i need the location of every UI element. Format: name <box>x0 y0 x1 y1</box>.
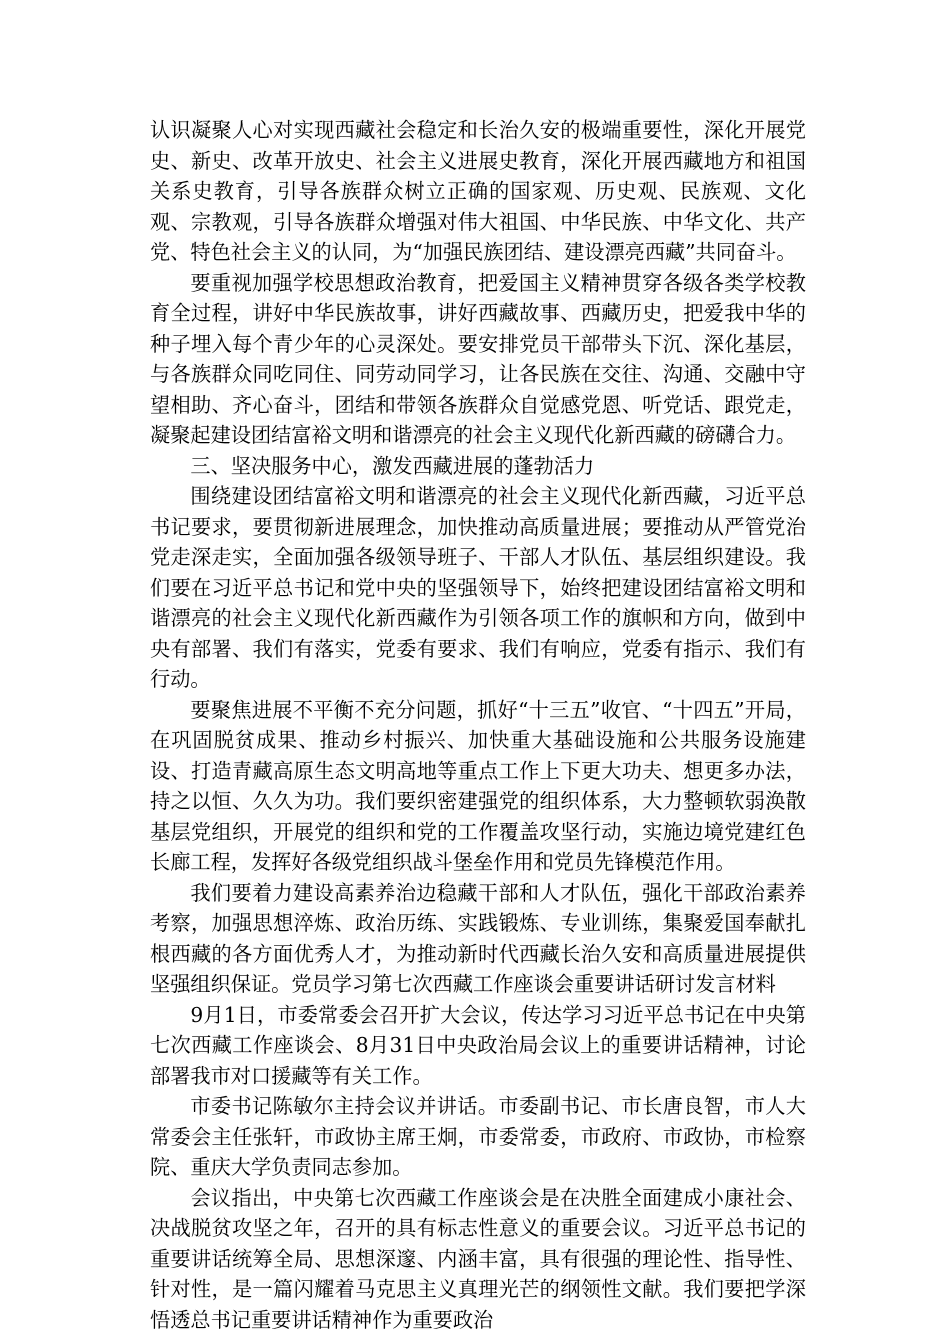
paragraph-new-tibet: 围绕建设团结富裕文明和谐漂亮的社会主义现代化新西藏，习近平总书记要求，要贯彻新进展理念，加快推动高质量进展；要推动从严管党治党走深走实，全面加强各级领导班子、干部人才队伍、基层组织建设。我们要在习近平总书记和党中央的坚强领导下，始终把建设团结富裕文明和谐漂亮的社会主义现代化新西藏作为引领各项工作的旗帜和方向，做到中央有部署、我们有落实，党委有要求、我们有响应，党委有指示、我们有行动。 <box>150 484 806 691</box>
document-body <box>150 115 806 1335</box>
paragraph-attendees: 市委书记陈敏尔主持会议并讲话。市委副书记、市长唐良智，市人大常委会主任张轩，市政协主席王炯，市委常委，市政府、市政协，市检察院、重庆大学负责同志参加。 <box>150 1094 806 1179</box>
paragraph-meeting-conclusion: 会议指出，中央第七次西藏工作座谈会是在决胜全面建成小康社会、决战脱贫攻坚之年，召开的具有标志性意义的重要会议。习近平总书记的重要讲话统筹全局、思想深邃、内涵丰富，具有很强的理论性、指导性、针对性，是一篇闪耀着马克思主义真理光芒的纲领性文献。我们要把学深悟透总书记重要讲话精神作为重要政治 <box>150 1185 806 1332</box>
paragraph-cadre-team: 我们要着力建设高素养治边稳藏干部和人才队伍，强化干部政治素养考察，加强思想淬炼、政治历练、实践锻炼、专业训练，集聚爱国奉献扎根西藏的各方面优秀人才，为推动新时代西藏长治久安和高质量进展提供坚强组织保证。党员学习第七次西藏工作座谈会重要讲话研讨发言材料 <box>150 880 806 996</box>
paragraph-development-focus: 要聚焦进展不平衡不充分问题，抓好“十三五”收官、“十四五”开局，在巩固脱贫成果、推动乡村振兴、加快重大基础设施和公共服务设施建设、打造青藏高原生态文明高地等重点工作上下更大功夫、想更多办法，持之以恒、久久为功。我们要织密建强党的组织体系，大力整顿软弱涣散基层党组织，开展党的组织和党的工作覆盖攻坚行动，实施边境党建红色长廊工程，发挥好各级党组织战斗堡垒作用和党员先锋模范作用。 <box>150 697 806 874</box>
section-heading-three: 三、坚决服务中心，激发西藏进展的蓬勃活力 <box>190 453 595 478</box>
paragraph-school-education: 要重视加强学校思想政治教育，把爱国主义精神贯穿各级各类学校教育全过程，讲好中华民族故事，讲好西藏故事、西藏历史，把爱我中华的种子埋入每个青少年的心灵深处。要安排党员干部带头下沉、深化基层，与各族群众同吃同住、同劳动同学习，让各民族在交往、沟通、交融中守望相助、齐心奋斗，团结和带领各族群众自觉感党恩、听党话、跟党走，凝聚起建设团结富裕文明和谐漂亮的社会主义现代化新西藏的磅礴合力。 <box>150 270 806 447</box>
paragraph-continuation: 认识凝聚人心对实现西藏社会稳定和长治久安的极端重要性，深化开展党史、新史、改革开放史、社会主义进展史教育，深化开展西藏地方和祖国关系史教育，引导各族群众树立正确的国家观、历史观、民族观、文化观、宗教观，引导各族群众增强对伟大祖国、中华民族、中华文化、共产党、特色社会主义的认同，为“加强民族团结、建设漂亮西藏”共同奋斗。 <box>150 118 806 264</box>
paragraph-meeting-date: 9月1日，市委常委会召开扩大会议，传达学习习近平总书记在中央第七次西藏工作座谈会、8月31日中央政治局会议上的重要讲话精神，讨论部署我市对口援藏等有关工作。 <box>150 1002 806 1088</box>
